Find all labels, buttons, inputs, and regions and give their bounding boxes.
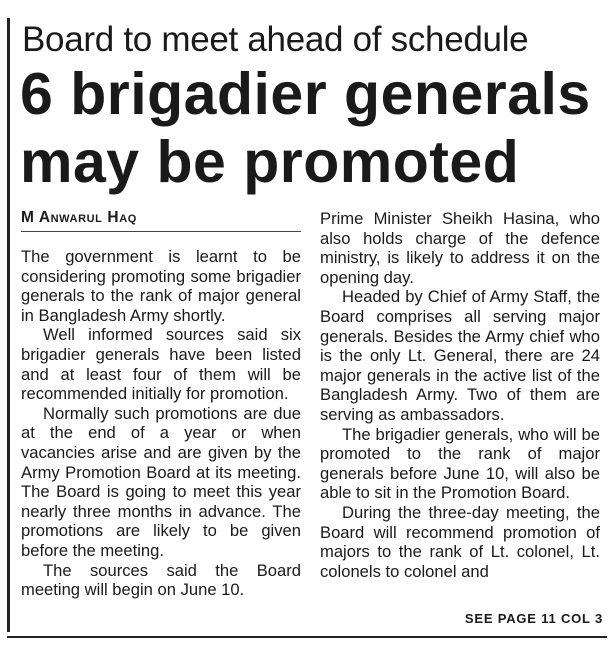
byline [21,208,301,232]
main-headline [20,60,610,196]
paragraph: Well informed sources said six brigadier generals have been listed and at least four of them will be recommended initially for promotion. [21,325,301,404]
byline-author: M Anwarul Haq [21,209,137,226]
paragraph: Headed by Chief of Army Staff, the Board comprises all serving major generals. Besides the Army chief who is the only Lt. General, there are 24 major generals in the active list of the Bangladesh Army. Two of them are serving as ambassadors. [320,287,600,424]
paragraph: Normally such promotions are due at the end of a year or when vacancies arise and are given by the Army Promotion Board at its meeting. The Board is going to meet this year nearly three months in advance. The promotions are likely to be given before the meeting. [21,403,301,560]
left-column-rule [7,18,10,632]
paragraph: During the three-day meeting, the Board will recommend promotion of majors to the rank of Lt. colonel, Lt. colonels to colonel and [320,502,600,581]
kicker-headline: Board to meet ahead of schedule [22,20,529,59]
paragraph: The sources said the Board meeting will begin on June 10. [21,560,301,600]
paragraph: The government is learnt to be considering promoting some brigadier generals to the rank of major general in Bangladesh Army shortly. [21,247,301,325]
headline-line-2: may be promoted [20,129,520,195]
article-column-right [320,209,600,581]
article-column-left [21,208,301,600]
headline-line-1: 6 brigadier generals [20,61,591,127]
continued-on-page-note: SEE PAGE 11 COL 3 [464,611,603,626]
paragraph: Prime Minister Sheikh Hasina, who also holds charge of the defence ministry, is likely to address it on the opening day. [320,209,600,287]
paragraph: The brigadier generals, who will be promoted to the rank of major generals before June 10, will also be able to sit in the Promotion Board. [320,424,600,503]
bottom-rule [7,636,607,638]
